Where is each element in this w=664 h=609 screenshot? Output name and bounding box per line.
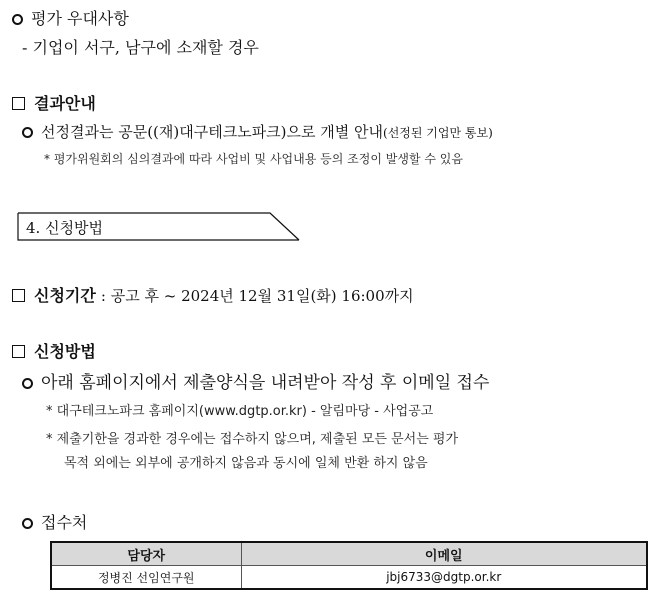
period-line [12,283,414,306]
result-main-text: 선정결과는 공문((재)대구테크노파크)으로 개별 안내 [41,123,384,141]
contact-person: 정병진 선임연구원 [51,566,241,590]
section-title: 4. 신청방법 [26,219,104,237]
contact-table [50,541,648,590]
method-note-2: * 제출기한을 경과한 경우에는 접수하지 않으며, 제출된 모든 문서는 평가 [46,432,459,447]
result-heading [12,91,96,114]
checkbox-square-icon [12,97,25,110]
contact-email: jbj6733@dgtp.or.kr [241,566,647,590]
method-note-2-cont: 목적 외에는 외부에 공개하지 않음과 동시에 일체 반환 하지 않음 [64,456,428,471]
result-main [22,121,493,142]
checkbox-square-icon [12,289,25,302]
header-email: 이메일 [241,542,647,566]
method-main [22,368,489,393]
section-banner [16,212,301,242]
method-note-1: * 대구테크노파크 홈페이지(www.dgtp.or.kr) - 알림마당 - 사업공고 [46,404,434,419]
circle-bullet-icon [22,518,33,529]
result-heading-text: 결과안내 [34,94,96,113]
table-header-row [51,542,647,566]
circle-bullet-icon [22,378,33,389]
contact-heading-text: 접수처 [41,513,88,532]
method-heading-text: 신청방법 [34,342,96,361]
result-note: * 평가위원회의 심의결과에 따라 사업비 및 사업내용 등의 조정이 발생할 수 있음 [44,152,463,166]
period-text: : 공고 후 ~ 2024년 12월 31일(화) 16:00까지 [100,287,414,305]
checkbox-square-icon [12,345,25,358]
eval-pref-heading [12,6,129,29]
method-main-text: 아래 홈페이지에서 제출양식을 내려받아 작성 후 이메일 접수 [41,373,490,393]
method-heading [12,339,96,362]
circle-bullet-icon [12,14,23,25]
table-row [51,566,647,590]
header-contact-person: 담당자 [51,542,241,566]
eval-pref-heading-text: 평가 우대사항 [31,9,129,28]
result-main-small: (선정된 기업만 통보) [383,126,493,140]
period-label: 신청기간 [34,286,96,305]
circle-bullet-icon [22,127,33,138]
eval-pref-item: - 기업이 서구, 남구에 소재할 경우 [22,38,259,57]
contact-heading [22,510,87,533]
